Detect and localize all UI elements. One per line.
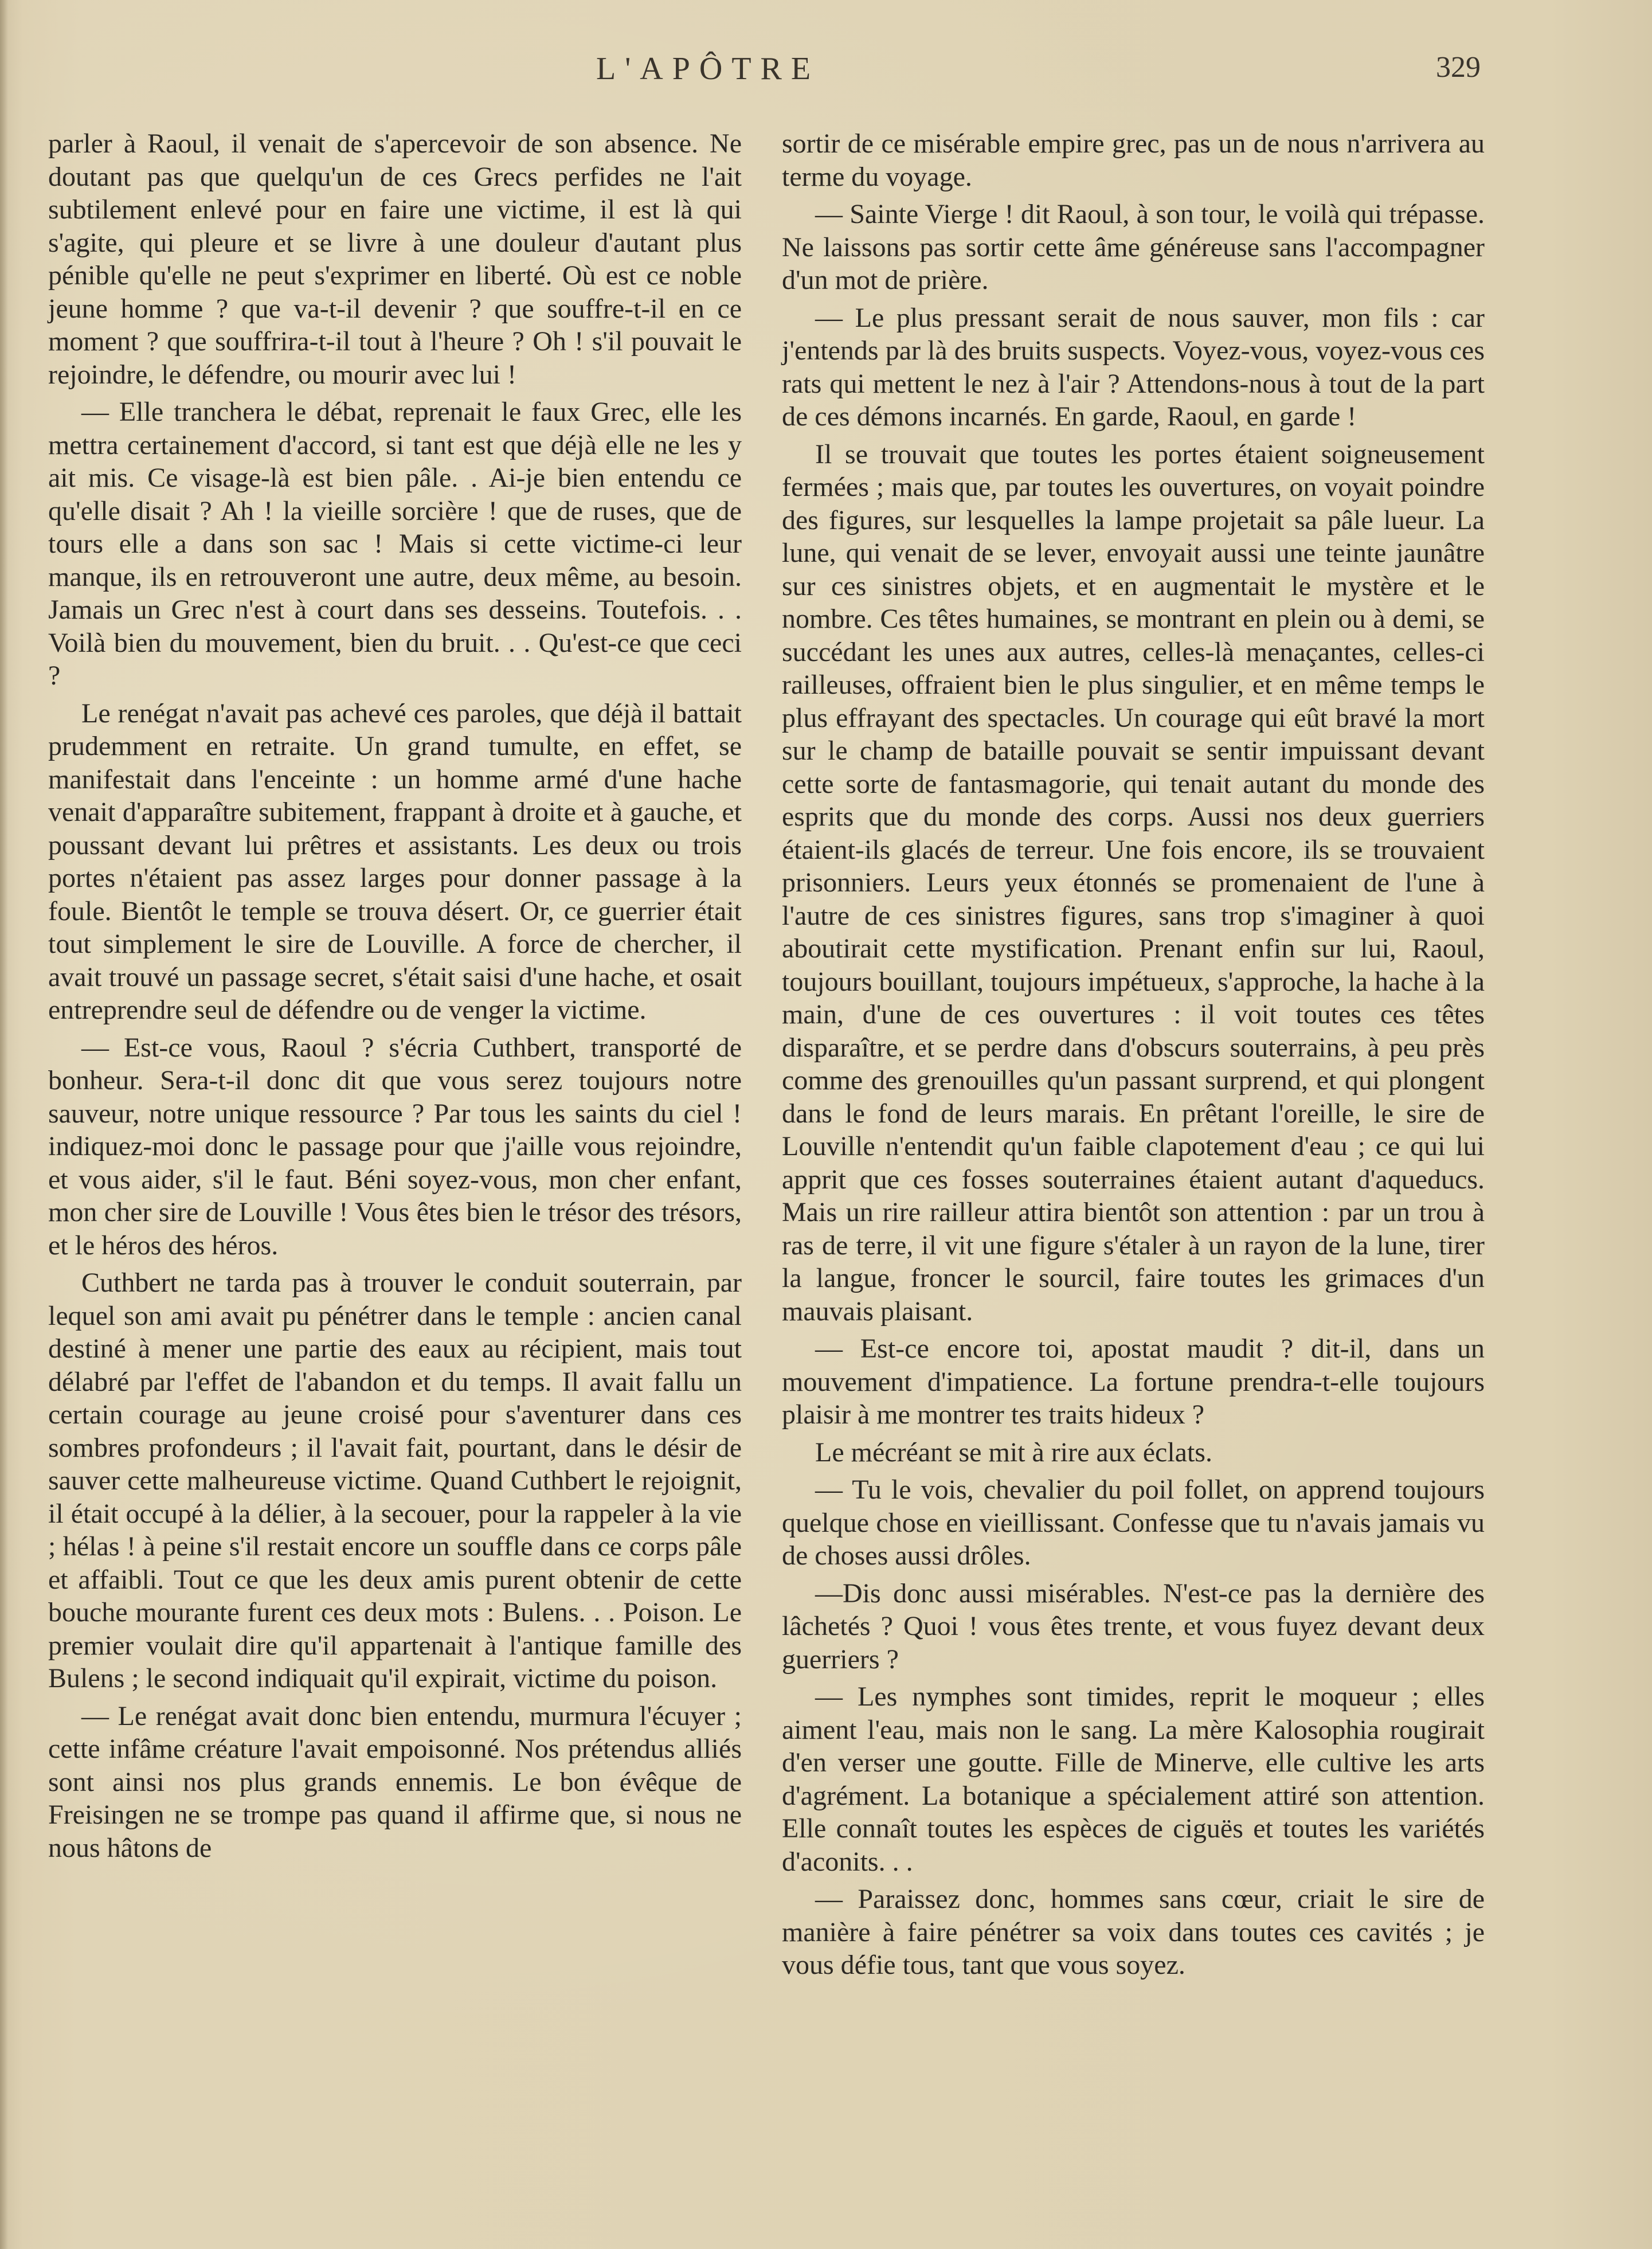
spine-shadow bbox=[0, 0, 8, 2249]
page-number: 329 bbox=[1436, 51, 1481, 84]
running-head bbox=[0, 45, 1652, 91]
paragraph: — Est-ce vous, Raoul ? s'écria Cuthbert, transporté de bonheur. Sera-t-il donc dit que vous serez toujours notre sauveur, notre unique ressource ? Par tous les saints du ciel ! indiquez-moi donc le passage pour que j'aille vous rejoindre, et vous aider, s'il le faut. Béni soyez-vous, mon cher enfant, mon cher sire de Louville ! Vous êtes bien le trésor des trésors, et le héros des héros. bbox=[48, 1032, 742, 1261]
paragraph: — Paraissez donc, hommes sans cœur, criait le sire de manière à faire pénétrer sa voix dans toutes ces cavités ; je vous défie tous, tant que vous soyez. bbox=[782, 1884, 1485, 1980]
paragraph: parler à Raoul, il venait de s'apercevoir de son absence. Ne doutant pas que quelqu'un de ces Grecs perfides ne l'ait subtilement enlevé pour en faire une victime, il est là qui s'agite, qui pleure et se livre à une douleur d'autant plus pénible qu'elle ne peut s'exprimer en liberté. Où est ce noble jeune homme ? que va-t-il devenir ? que souffre-t-il en ce moment ? que souffrira-t-il tout à l'heure ? Oh ! s'il pouvait le rejoindre, le défendre, ou mourir avec lui ! bbox=[48, 128, 742, 390]
paragraph: — Sainte Vierge ! dit Raoul, à son tour, le voilà qui trépasse. Ne laissons pas sortir cette âme généreuse sans l'accompagner d'un mot de prière. bbox=[782, 199, 1485, 295]
right-column bbox=[782, 127, 1485, 1986]
paragraph: — Les nymphes sont timides, reprit le moqueur ; elles aiment l'eau, mais non le sang. La mère Kalosophia rougirait d'en verser une goutte. Fille de Minerve, elle cultive les arts d'agrément. La botanique a spécialement attiré son attention. Elle connaît toutes les espèces de ciguës et toutes les variétés d'aconits. . . bbox=[782, 1681, 1485, 1877]
paragraph: — Le renégat avait donc bien entendu, murmura l'écuyer ; cette infâme créature l'avait empoisonné. Nos prétendus alliés sont ainsi nos plus grands ennemis. Le bon évêque de Freisingen ne se trompe pas quand il affirme que, si nous ne nous hâtons de bbox=[48, 1700, 742, 1863]
running-title: L'APÔTRE bbox=[596, 51, 820, 87]
paragraph: Il se trouvait que toutes les portes étaient soigneusement fermées ; mais que, par toutes les ouvertures, on voyait poindre des figures, sur lesquelles la lampe projetait sa pâle lueur. La lune, qui venait de se lever, envoyait aussi une teinte jaunâtre sur ces sinistres objets, et en augmentait le mystère et le nombre. Ces têtes humaines, se montrant en plein ou à demi, se succédant les unes aux autres, celles-là menaçantes, celles-ci railleuses, offraient bien le plus singulier, et en même temps le plus effrayant des spectacles. Un courage qui eût bravé la mort sur le champ de bataille pouvait se sentir impuissant devant cette sorte de fantasmagorie, qui tenait autant du monde des esprits que du monde des corps. Aussi nos deux guerriers étaient-ils glacés de terreur. Une fois encore, ils se trouvaient prisonniers. Leurs yeux étonnés se promenaient de l'une à l'autre de ces sinistres figures, sans trop s'imaginer à quoi aboutirait cette mystification. Prenant enfin sur lui, Raoul, toujours bouillant, toujours impétueux, s'approche, la hache à la main, d'une de ces ouvertures : il voit toutes ces têtes disparaître, et se perdre dans d'obscurs souterrains, à peu près comme des grenouilles qu'un passant surprend, et qui plongent dans le fond de leurs marais. En prêtant l'oreille, le sire de Louville n'entendit qu'un faible clapotement d'eau ; ce qui lui apprit que ces fosses souterraines étaient autant d'aqueducs. Mais un rire railleur attira bientôt son attention : par un trou à ras de terre, il vit une figure s'étaler à un rayon de la lune, tirer la langue, froncer le sourcil, faire toutes les grimaces d'un mauvais plaisant. bbox=[782, 439, 1485, 1327]
paragraph: Le mécréant se mit à rire aux éclats. bbox=[815, 1437, 1212, 1468]
paragraph: sortir de ce misérable empire grec, pas un de nous n'arrivera au terme du voyage. bbox=[782, 128, 1485, 192]
left-column bbox=[48, 127, 742, 1869]
paragraph: —Dis donc aussi misérables. N'est-ce pas la dernière des lâchetés ? Quoi ! vous êtes trente, et vous fuyez devant deux guerriers ? bbox=[782, 1578, 1485, 1675]
paragraph: — Tu le vois, chevalier du poil follet, on apprend toujours quelque chose en vieillissant. Confesse que tu n'avais jamais vu de choses aussi drôles. bbox=[782, 1474, 1485, 1571]
paragraph: — Elle tranchera le débat, reprenait le faux Grec, elle les mettra certainement d'accord, si tant est que déjà elle ne les y ait mis. Ce visage-là est bien pâle. . Ai-je bien entendu ce qu'elle disait ? Ah ! la vieille sorcière ! que de ruses, que de tours elle a dans son sac ! Mais si cette victime-ci leur manque, ils en retrouveront une autre, deux même, au besoin. Jamais un Grec n'est à court dans ses desseins. Toutefois. . . Voilà bien du mouvement, bien du bruit. . . Qu'est-ce que ceci ? bbox=[48, 397, 742, 691]
paragraph: Cuthbert ne tarda pas à trouver le conduit souterrain, par lequel son ami avait pu pénétrer dans le temple : ancien canal destiné à mener une partie des eaux au récipient, mais tout délabré par l'effet de l'abandon et du temps. Il avait fallu un certain courage au jeune croisé pour s'aventurer dans ces sombres profondeurs ; il l'avait fait, pourtant, dans le désir de sauver cette malheureuse victime. Quand Cuthbert le rejoignit, il était occupé à la délier, à la secouer, pour la rappeler à la vie ; hélas ! à peine s'il restait encore un souffle dans ce corps pâle et affaibli. Tout ce que les deux amis purent obtenir de cette bouche mourante furent ces deux mots : Bulens. . . Poison. Le premier voulait dire qu'il appartenait à l'antique famille des Bulens ; le second indiquait qu'il expirait, victime du poison. bbox=[48, 1268, 742, 1693]
paragraph: — Est-ce encore toi, apostat maudit ? dit-il, dans un mouvement d'impatience. La fortune prendra-t-elle toujours plaisir à me montrer tes traits hideux ? bbox=[782, 1333, 1485, 1430]
paragraph: — Le plus pressant serait de nous sauver, mon fils : car j'entends par là des bruits suspects. Voyez-vous, voyez-vous ces rats qui mettent le nez à l'air ? Attendons-nous à tout de la part de ces démons incarnés. En garde, Raoul, en garde ! bbox=[782, 302, 1485, 432]
paragraph: Le renégat n'avait pas achevé ces paroles, que déjà il battait prudemment en retraite. Un grand tumulte, en effet, se manifestait dans l'enceinte : un homme armé d'une hache venait d'apparaître subitement, frappant à droite et à gauche, et poussant devant lui prêtres et assistants. Les deux ou trois portes n'étaient pas assez larges pour donner passage à la foule. Bientôt le temple se trouva désert. Or, ce guerrier était tout simplement le sire de Louville. A force de chercher, il avait trouvé un passage secret, s'était saisi d'une hache, et osait entreprendre seul de défendre ou de venger la victime. bbox=[48, 698, 742, 1025]
